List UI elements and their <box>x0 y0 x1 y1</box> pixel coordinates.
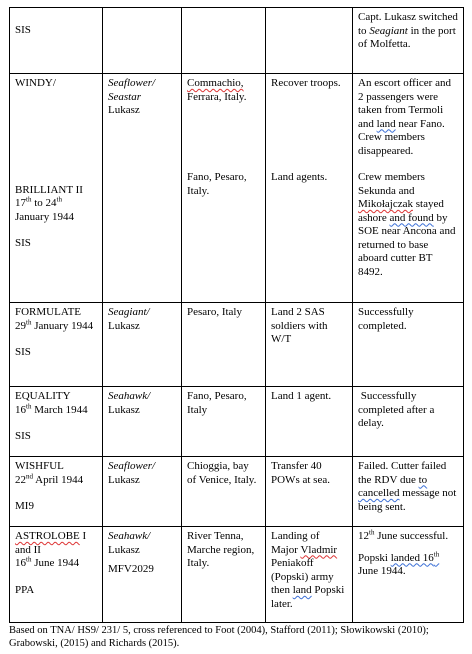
task-cell <box>266 387 353 457</box>
task-cell <box>266 303 353 387</box>
task-cell <box>266 74 353 303</box>
operation-cell <box>10 303 103 387</box>
operation-date: 16th June 1944 <box>15 555 80 569</box>
operation-date: 16th March 1944 <box>15 401 88 416</box>
org-label: MI9 <box>15 500 34 512</box>
notes-text: 12th June successful. <box>358 528 449 542</box>
vessel-id: MFV2029 <box>108 563 154 575</box>
table-row <box>10 303 464 387</box>
vessel-cell <box>103 8 182 74</box>
operation-cell <box>10 8 103 74</box>
notes-cell <box>353 303 464 387</box>
place-cell <box>182 74 266 303</box>
task-cell <box>266 457 353 527</box>
vessel-cell <box>103 527 182 623</box>
vessel-cell <box>103 303 182 387</box>
operation-cell <box>10 387 103 457</box>
notes-text: An escort officer and 2 passengers were taken from Termoli and land near Fano. Crew members disappeared. <box>358 77 451 157</box>
vessel-name: Seaflower/ <box>108 77 156 89</box>
operation-date: 17th to 24th <box>15 195 62 209</box>
notes-text: Popski landed 16th June 1944. <box>358 549 440 577</box>
place-cell <box>182 303 266 387</box>
operation-name: WINDY/ <box>15 77 56 89</box>
operation-name: FORMULATE <box>15 306 82 318</box>
task-text: Land 1 agent. <box>271 390 332 402</box>
operation-date: 29th January 1944 <box>15 317 94 332</box>
task-text: Land 2 SAS soldiers with W/T <box>271 306 328 345</box>
task-text: Transfer 40 POWs at sea. <box>271 460 330 486</box>
captain-name: Lukasz <box>108 104 140 116</box>
notes-cell <box>353 74 464 303</box>
place-name: Fano, Pesaro, Italy <box>187 390 247 416</box>
operation-cell <box>10 457 103 527</box>
table-row <box>10 74 464 303</box>
vessel-cell <box>103 74 182 303</box>
captain-name: Lukasz <box>108 403 140 416</box>
task-cell <box>266 8 353 74</box>
notes-cell <box>353 8 464 74</box>
operation-date-year: January 1944 <box>15 210 74 223</box>
org-label: SIS <box>15 24 31 36</box>
place-cell <box>182 457 266 527</box>
place-name: Chioggia, bay of Venice, Italy. <box>187 460 257 486</box>
place-name: River Tenna, Marche region, Italy. <box>187 530 255 569</box>
operation-name: EQUALITY <box>15 390 71 402</box>
task-text: Recover troops. <box>271 77 341 89</box>
notes-cell <box>353 387 464 457</box>
table-row <box>10 387 464 457</box>
notes-text: Crew members Sekunda and Mikołajczak stayed ashore and found by SOE near Ancona and returned to base aboard cutter BT 8492. <box>358 171 456 278</box>
vessel-name: Seaflower/ <box>108 460 156 472</box>
vessel-cell <box>103 457 182 527</box>
org-label: SIS <box>15 346 31 358</box>
operation-cell <box>10 74 103 303</box>
vessel-name: Seahawk/ <box>108 390 151 402</box>
operation-name: WISHFUL <box>15 460 64 472</box>
notes-text: Failed. Cutter failed the RDV due to cancelled message not being sent. <box>358 460 457 513</box>
operations-table <box>9 7 464 623</box>
notes-text: Successfully completed. <box>358 306 414 332</box>
table-row <box>10 8 464 74</box>
task-text: Landing of Major Vladmir Peniakoff (Popski) army then land Popski later. <box>271 530 345 610</box>
table-row <box>10 457 464 527</box>
notes-text: Successfully completed after a delay. <box>358 390 438 429</box>
source-footnote: Based on TNA/ HS9/ 231/ 5, cross referenced to Foot (2004), Stafford (2011); Słowikowski (2010); Grabowski, (2015) and Richards (2015). <box>9 625 429 649</box>
place-cell <box>182 8 266 74</box>
task-text: Land agents. <box>271 170 328 183</box>
vessel-name: Seastar <box>108 90 141 103</box>
vessel-cell <box>103 387 182 457</box>
place-cell <box>182 387 266 457</box>
operation-name: BRILLIANT II <box>15 183 83 196</box>
place-name: Commachio, <box>187 77 244 89</box>
place-cell <box>182 527 266 623</box>
table-row <box>10 527 464 623</box>
captain-name: Lukasz <box>108 473 140 486</box>
place-name: Fano, Pesaro, Italy. <box>187 171 247 197</box>
org-label: SIS <box>15 430 31 442</box>
notes-cell <box>353 457 464 527</box>
operation-date: 22nd April 1944 <box>15 471 84 486</box>
place-name: Ferrara, Italy. <box>187 90 247 103</box>
captain-name: Lukasz <box>108 543 140 556</box>
notes-cell <box>353 527 464 623</box>
org-label: PPA <box>15 583 35 596</box>
task-cell <box>266 527 353 623</box>
vessel-name: Seagiant/ <box>108 306 150 318</box>
org-label: SIS <box>15 237 31 249</box>
captain-name: Lukasz <box>108 319 140 332</box>
operation-cell <box>10 527 103 623</box>
notes-text: Capt. Lukasz switched to Seagiant in the port of Molfetta. <box>358 11 458 50</box>
operation-name: ASTROLOBE I and II <box>15 530 87 556</box>
place-name: Pesaro, Italy <box>187 306 242 318</box>
vessel-name: Seahawk/ <box>108 530 151 542</box>
